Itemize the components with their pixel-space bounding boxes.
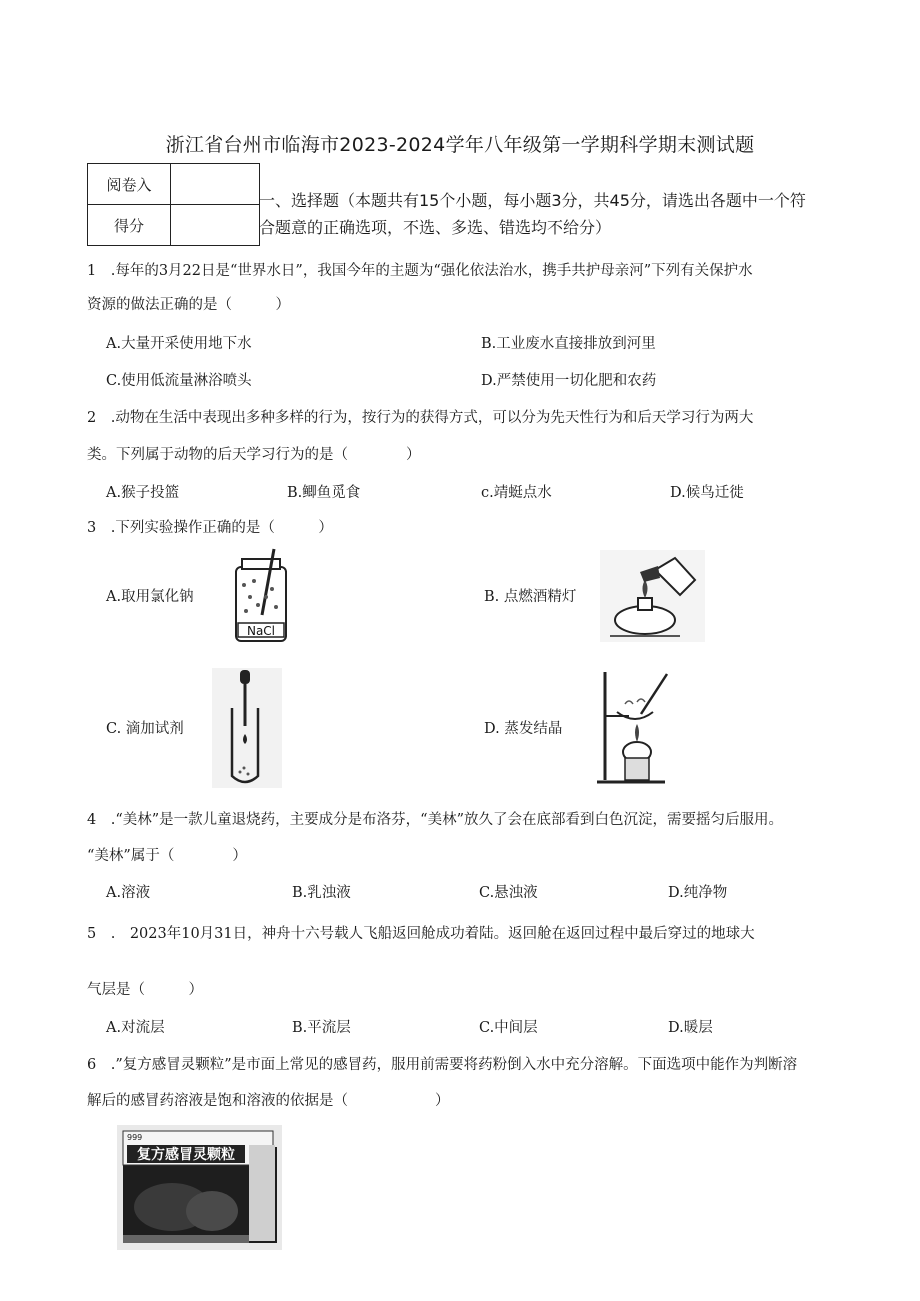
q6-line2: 解后的感冒药溶液是饱和溶液的依据是（ ）	[87, 1093, 450, 1109]
q5-option-b: B.平流层	[292, 1020, 351, 1036]
q1-line1: 1 .每年的3月22日是“世界水日”，我国今年的主题为“强化依法治水，携手共护母亲河”下列有关保护水	[87, 263, 753, 279]
medicine-box-illustration	[117, 1125, 282, 1250]
score-table	[87, 163, 260, 246]
q2-option-c: c.靖蜓点水	[481, 485, 552, 501]
section-heading-line2: 合题意的正确选项，不选、多选、错选均不给分）	[259, 218, 612, 237]
q4-option-c: C.悬浊液	[479, 885, 538, 901]
nacl-jar-illustration	[228, 545, 294, 645]
q4-option-d: D.纯净物	[668, 885, 728, 901]
alcohol-lamp-illustration	[600, 550, 705, 642]
reviewer-box	[171, 164, 260, 205]
q5-option-d: D.暖层	[668, 1020, 713, 1036]
q3-line1: 3 .下列实验操作正确的是（ ）	[87, 520, 333, 536]
brand-999-label: 999	[127, 1133, 143, 1142]
q3-option-c: C. 滴加试剂	[106, 721, 184, 737]
section-heading-line1: 一、选择题（本题共有15个小题，每小题3分，共45分，请选出各题中一个符	[259, 191, 806, 210]
q5-line1: 5 . 2023年10月31日，神舟十六号载人飞船返回舱成功着陆。返回舱在返回过程中最后穿过的地球大	[87, 926, 755, 942]
q6-line1: 6 .”复方感冒灵颗粒”是市面上常见的感冒药，服用前需要将药粉倒入水中充分溶解。下面选项中能作为判断溶	[87, 1057, 798, 1073]
q4-option-b: B.乳浊液	[292, 885, 351, 901]
q1-option-b: B.工业废水直接排放到河里	[481, 336, 656, 352]
q4-option-a: A.溶液	[106, 885, 151, 901]
q3-option-d: D. 蒸发结晶	[484, 721, 563, 737]
q3-option-a: A.取用氯化钠	[106, 589, 194, 605]
q1-option-d: D.严禁使用一切化肥和农药	[481, 373, 657, 389]
evaporation-illustration	[595, 668, 675, 788]
q1-option-c: C.使用低流量淋浴喷头	[106, 373, 252, 389]
q3-option-b: B. 点燃酒精灯	[484, 589, 577, 605]
score-box	[171, 205, 260, 246]
q4-line1: 4 .“美林”是一款儿童退烧药，主要成分是布洛芬，“美林”放久了会在底部看到白色沉淀，需要摇匀后服用。	[87, 812, 783, 828]
reviewer-label: 阅卷入	[88, 164, 171, 205]
page-title: 浙江省台州市临海市2023-2024学年八年级第一学期科学期末测试题	[165, 134, 755, 156]
q2-option-a: A.猴子投篮	[106, 485, 180, 501]
q1-line2: 资源的做法正确的是（ ）	[87, 297, 290, 313]
q5-line2: 气层是（ ）	[87, 982, 203, 998]
q5-option-a: A.对流层	[106, 1020, 165, 1036]
score-label: 得分	[88, 205, 171, 246]
q1-option-a: A.大量开采使用地下水	[106, 336, 252, 352]
nacl-label: NaCl	[246, 624, 276, 638]
q2-option-b: B.鲫鱼觅食	[287, 485, 361, 501]
q4-line2: “美林”属于（ ）	[87, 848, 247, 864]
q5-option-c: C.中间层	[479, 1020, 538, 1036]
q2-line1: 2 .动物在生活中表现出多种多样的行为，按行为的获得方式，可以分为先天性行为和后天学习行为两大	[87, 410, 754, 426]
box-title-label: 复方感冒灵颗粒	[137, 1147, 235, 1163]
dropper-illustration	[212, 668, 282, 788]
q2-line2: 类。下列属于动物的后天学习行为的是（ ）	[87, 447, 421, 463]
q2-option-d: D.候鸟迁徙	[670, 485, 744, 501]
